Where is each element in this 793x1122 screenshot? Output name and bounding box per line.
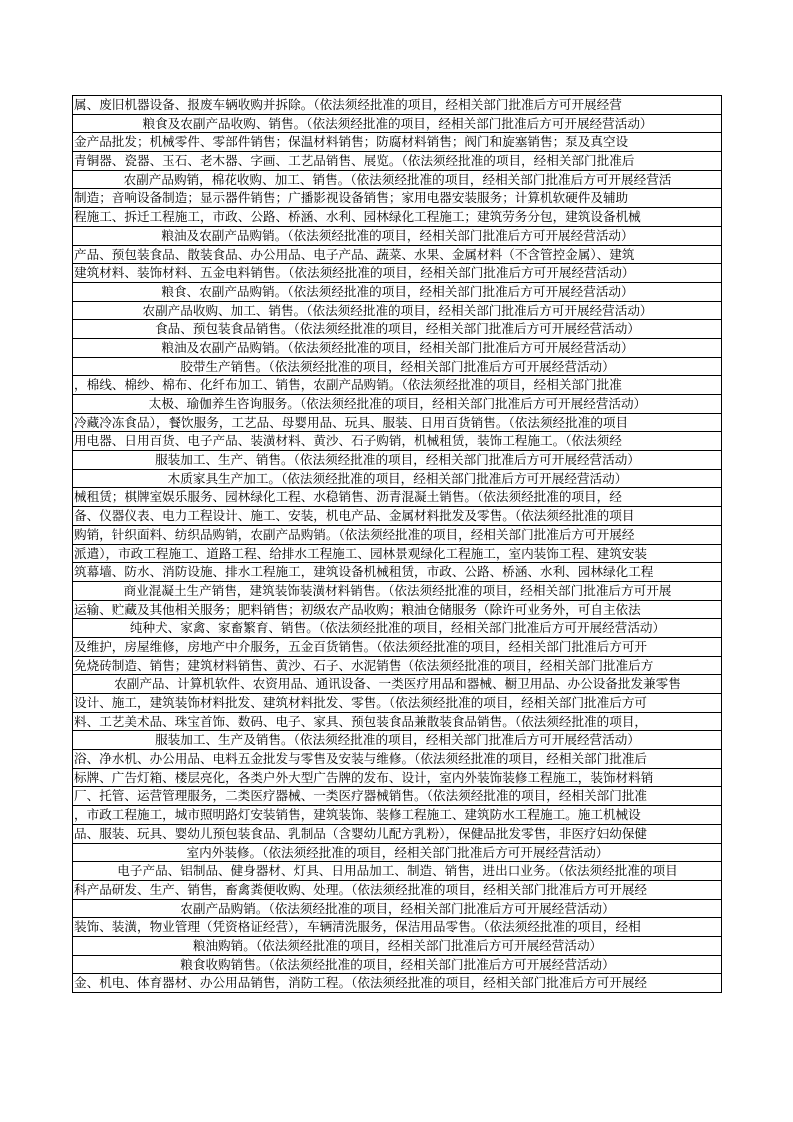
table-row: 电子产品、铝制品、健身器材、灯具、日用品加工、制造、销售，进出口业务。（依法须经批准的项目 <box>73 862 721 881</box>
table-row: 粮油及农副产品购销。（依法须经批准的项目，经相关部门批准后方可开展经营活动） <box>73 227 721 246</box>
table-row: 购销，针织面料、纺织品购销，农副产品购销。（依法须经批准的项目，经相关部门批准后方可开展经 <box>73 526 721 545</box>
table-row: 农副产品收购、加工、销售。（依法须经批准的项目，经相关部门批准后方可开展经营活动） <box>73 302 721 321</box>
table-row: 及维护，房屋维修，房地产中介服务，五金百货销售。（依法须经批准的项目，经相关部门批准后方可开 <box>73 638 721 657</box>
table-row: 太极、瑜伽养生咨询服务。（依法须经批准的项目，经相关部门批准后方可开展经营活动） <box>73 395 721 414</box>
table-row: 青铜器、瓷器、玉石、老木器、字画、工艺品销售、展览。（依法须经批准的项目，经相关部门批准后 <box>73 152 721 171</box>
table-row: 粮食及农副产品收购、销售。（依法须经批准的项目，经相关部门批准后方可开展经营活动） <box>73 115 721 134</box>
table-row: 农副产品购销。（依法须经批准的项目，经相关部门批准后方可开展经营活动） <box>73 900 721 919</box>
table-row: 备、仪器仪表、电力工程设计、施工、安装，机电产品、金属材料批发及零售。（依法须经批准的项目 <box>73 507 721 526</box>
table-row: ，棉线、棉纱、棉布、化纤布加工、销售，农副产品购销。（依法须经批准的项目，经相关部门批准 <box>73 376 721 395</box>
table-row: 用电器、日用百货、电子产品、装潢材料、黄沙、石子购销，机械租赁，装饰工程施工。（依法须经 <box>73 432 721 451</box>
table-row: 粮油购销。（依法须经批准的项目，经相关部门批准后方可开展经营活动） <box>73 937 721 956</box>
table-row: 筑幕墙、防水、消防设施、排水工程施工，建筑设备机械租赁，市政、公路、桥涵、水利、园林绿化工程 <box>73 563 721 582</box>
table-row: 服装加工、生产及销售。（依法须经批准的项目，经相关部门批准后方可开展经营活动） <box>73 731 721 750</box>
table-row: 粮食、农副产品购销。（依法须经批准的项目，经相关部门批准后方可开展经营活动） <box>73 283 721 302</box>
table-row: 厂、托管、运营管理服务，二类医疗器械、一类医疗器械销售。（依法须经批准的项目，经相关部门批准 <box>73 787 721 806</box>
table-row: 建筑材料、装饰材料、五金电料销售。（依法须经批准的项目，经相关部门批准后方可开展经营活动） <box>73 264 721 283</box>
table-row: 粮食收购销售。（依法须经批准的项目，经相关部门批准后方可开展经营活动） <box>73 956 721 975</box>
table-row: 冷藏冷冻食品），餐饮服务，工艺品、母婴用品、玩具、服装、日用百货销售。（依法须经批准的项目 <box>73 414 721 433</box>
table-row: 纯种犬、家禽、家畜繁育、销售。（依法须经批准的项目，经相关部门批准后方可开展经营活动） <box>73 619 721 638</box>
table-row: 运输、贮藏及其他相关服务；肥料销售；初级农产品收购；粮油仓储服务（除许可业务外，可自主依法 <box>73 601 721 620</box>
table-row: ，市政工程施工，城市照明路灯安装销售，建筑装饰、装修工程施工、建筑防水工程施工。施工机械设 <box>73 806 721 825</box>
table-row: 科产品研发、生产、销售，畜禽粪便收购、处理。（依法须经批准的项目，经相关部门批准后方可开展经 <box>73 881 721 900</box>
table-row: 标牌、广告灯箱、楼层亮化，各类户外大型广告牌的发布、设计，室内外装饰装修工程施工，装饰材料销 <box>73 769 721 788</box>
table-row: 品、服装、玩具、婴幼儿预包装食品、乳制品（含婴幼儿配方乳粉），保健品批发零售，非医疗妇幼保健 <box>73 825 721 844</box>
table-row: 免烧砖制造、销售；建筑材料销售、黄沙、石子、水泥销售（依法须经批准的项目，经相关部门批准后方 <box>73 657 721 676</box>
table-row: 属、废旧机器设备、报废车辆收购并拆除。（依法须经批准的项目，经相关部门批准后方可开展经营 <box>73 96 721 115</box>
table-row: 产品、预包装食品、散装食品、办公用品、电子产品、蔬菜、水果、金属材料（不含管控金属）、建筑 <box>73 246 721 265</box>
table-row: 金、机电、体育器材、办公用品销售，消防工程。（依法须经批准的项目，经相关部门批准后方可开展经 <box>73 974 721 993</box>
table-row: 农副产品、计算机软件、农资用品、通讯设备、一类医疗用品和器械、橱卫用品、办公设备批发兼零售 <box>73 675 721 694</box>
table-row: 胶带生产销售。（依法须经批准的项目，经相关部门批准后方可开展经营活动） <box>73 358 721 377</box>
table-row: 商业混凝土生产销售，建筑装饰装潢材料销售。（依法须经批准的项目，经相关部门批准后方可开展 <box>73 582 721 601</box>
table-row: 室内外装修。（依法须经批准的项目，经相关部门批准后方可开展经营活动） <box>73 844 721 863</box>
table-row: 械租赁；棋牌室娱乐服务、园林绿化工程、水稳销售、沥青混凝土销售。（依法须经批准的项目，经 <box>73 488 721 507</box>
business-scope-table <box>72 95 722 993</box>
table-row: 金产品批发；机械零件、零部件销售；保温材料销售；防腐材料销售；阀门和旋塞销售；泵及真空设 <box>73 133 721 152</box>
table-row: 派遣），市政工程施工、道路工程、给排水工程施工、园林景观绿化工程施工，室内装饰工程、建筑安装 <box>73 545 721 564</box>
table-row: 设计、施工，建筑装饰材料批发、建筑材料批发、零售。（依法须经批准的项目，经相关部门批准后方可 <box>73 694 721 713</box>
table-row: 程施工、拆迁工程施工，市政、公路、桥涵、水利、园林绿化工程施工；建筑劳务分包，建筑设备机械 <box>73 208 721 227</box>
table-row: 食品、预包装食品销售。（依法须经批准的项目，经相关部门批准后方可开展经营活动） <box>73 320 721 339</box>
table-row: 装饰、装潢，物业管理（凭资格证经营），车辆清洗服务，保洁用品零售。（依法须经批准的项目，经相 <box>73 918 721 937</box>
table-row: 制造；音响设备制造；显示器件销售；广播影视设备销售；家用电器安装服务；计算机软硬件及辅助 <box>73 189 721 208</box>
table-row: 服装加工、生产、销售。（依法须经批准的项目，经相关部门批准后方可开展经营活动） <box>73 451 721 470</box>
table-row: 粮油及农副产品购销。（依法须经批准的项目，经相关部门批准后方可开展经营活动） <box>73 339 721 358</box>
table-row: 浴、净水机、办公用品、电料五金批发与零售及安装与维修。（依法须经批准的项目，经相关部门批准后 <box>73 750 721 769</box>
table-row: 料、工艺美术品、珠宝首饰、数码、电子、家具、预包装食品兼散装食品销售。（依法须经批准的项目， <box>73 713 721 732</box>
table-row: 木质家具生产加工。（依法须经批准的项目，经相关部门批准后方可开展经营活动） <box>73 470 721 489</box>
table-row: 农副产品购销，棉花收购、加工、销售。（依法须经批准的项目，经相关部门批准后方可开展经营活 <box>73 171 721 190</box>
